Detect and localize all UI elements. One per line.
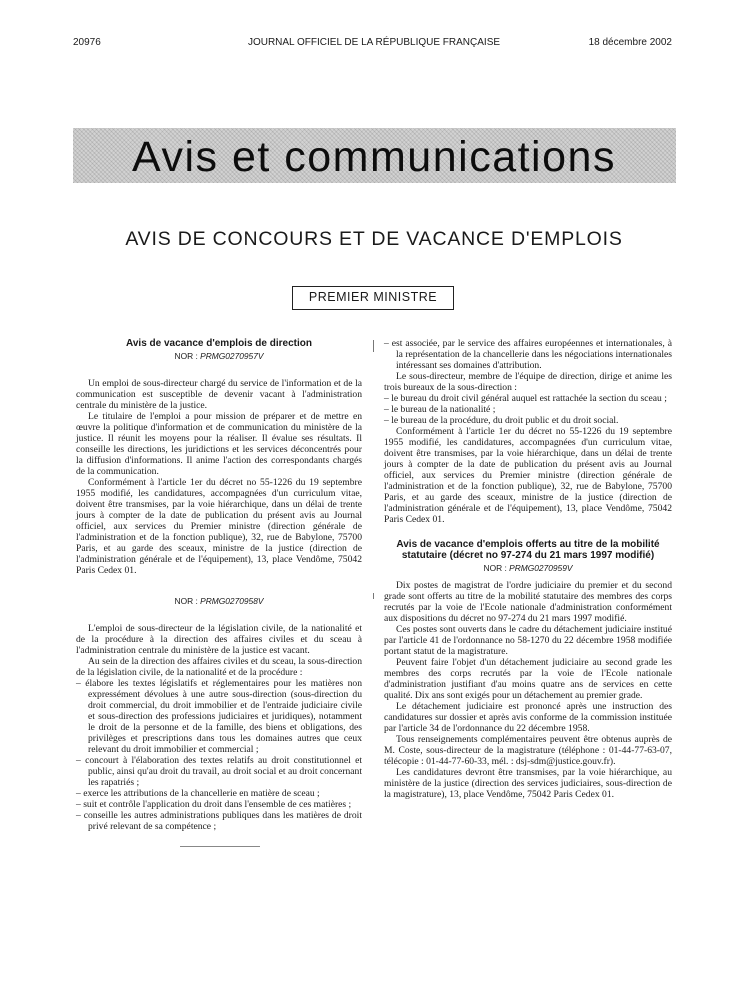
paragraph: Le sous-directeur, membre de l'équipe de direction, dirige et anime les trois bureaux de la sous-direction : <box>384 371 672 393</box>
paragraph: Tous renseignements complémentaires peuvent être obtenus auprès de M. Coste, sous-directeur de la magistrature (téléphone : 01-44-77-63-07, télécopie : 01-44-77-60-33, mél. : dsj-sdm@justice.gouv.fr). <box>384 734 672 767</box>
list-item: – le bureau de la procédure, du droit public et du droit social. <box>384 415 672 426</box>
paragraph: Conformément à l'article 1er du décret no 55-1226 du 19 septembre 1955 modifié, les candidatures, accompagnées d'un curriculum vitae, doivent être transmises, par la voie hiérarchique, dans un délai de trente jours à compter de la date de publication du présent avis au Journal officiel, aux services du Premier ministre (direction générale de l'administration et de la fonction publique), 32, rue de Babylone, 75700 Paris, et au garde des sceaux, ministre de la justice (direction de l'administration générale et de l'équipement), 13, place Vendôme, 75042 Paris Cedex 01. <box>384 426 672 525</box>
journal-title: JOURNAL OFFICIEL DE LA RÉPUBLIQUE FRANÇAISE <box>247 37 501 48</box>
paragraph: Conformément à l'article 1er du décret no 55-1226 du 19 septembre 1955 modifié, les candidatures, accompagnées d'un curriculum vitae, doivent être transmises, par la voie hiérarchique, dans un délai de trente jours à compter de la date de publication du présent avis au Journal officiel, aux services du Premier ministre (direction générale de l'administration et de la fonction publique), 32, rue de Babylone, 75700 Paris, et au garde des sceaux, ministre de la justice (direction de l'administration générale et de l'équipement), 13, place Vendôme, 75042 Paris Cedex 01. <box>76 477 362 576</box>
paragraph: Au sein de la direction des affaires civiles et du sceau, la sous-direction de la législation civile, de la nationalité et de la procédure : <box>76 656 362 678</box>
list-item: – concourt à l'élaboration des textes relatifs au droit constitutionnel et public, ainsi qu'au droit du travail, au droit social et au droit concernant les rapatriés ; <box>76 755 362 788</box>
column-divider-mid <box>373 593 374 599</box>
list-item: – est associée, par le service des affaires européennes et internationales, à la représentation de la chancellerie dans les négociations internationales intéressant ses domaines d'attribution. <box>384 338 672 371</box>
notice-heading: Avis de vacance d'emplois de direction <box>126 338 312 349</box>
list-item: – suit et contrôle l'application du droit dans l'ensemble de ces matières ; <box>76 799 362 810</box>
nor-reference: NOR : PRMG0270958V <box>174 596 264 606</box>
paragraph: Un emploi de sous-directeur chargé du service de l'information et de la communication est susceptible de devenir vacant à l'administration centrale du ministère de la justice. <box>76 378 362 411</box>
notice-heading: Avis de vacance d'emplois offerts au titre de la mobilité statutaire (décret no 97-274 du 21 mars 1997 modifié) <box>396 539 660 561</box>
list-item: – le bureau de la nationalité ; <box>384 404 672 415</box>
column-divider-top <box>373 340 374 352</box>
banner-title: Avis et communications <box>132 133 616 181</box>
list-item: – le bureau du droit civil général auquel est rattachée la section du sceau ; <box>384 393 672 404</box>
right-column <box>384 338 672 800</box>
paragraph: Peuvent faire l'objet d'un détachement judiciaire au second grade les membres des corps recrutés par la voie de l'Ecole nationale d'administration justifiant d'au moins quatre ans de services en cette qualité. Dix ans sont exigés pour un détachement au premier grade. <box>384 657 672 701</box>
paragraph: Ces postes sont ouverts dans le cadre du détachement judiciaire institué par l'article 41 de l'ordonnance no 58-1270 du 22 décembre 1958 modifiée portant statut de la magistrature. <box>384 624 672 657</box>
list-item: – exerce les attributions de la chancellerie en matière de sceau ; <box>76 788 362 799</box>
paragraph: Les candidatures devront être transmises, par la voie hiérarchique, au ministère de la justice (direction des services judiciaires, sous-direction de la magistrature), 13, place Vendôme, 75042 Paris Cedex 01. <box>384 767 672 800</box>
list-item: – conseille les autres administrations publiques dans les matières de droit privé relevant de sa compétence ; <box>76 810 362 832</box>
ministry-box: PREMIER MINISTRE <box>292 286 454 310</box>
paragraph: Le titulaire de l'emploi a pour mission de préparer et de mettre en œuvre la politique d'information et de communication du ministère de la justice. Il réunit les moyens pour la réaliser. Il évalue ses résultats. Il conseille les directions, les juridictions et les services déconcentrés pour la diffusion d'informations. Il anime l'action des correspondants chargés de la communication. <box>76 411 362 477</box>
duties-list <box>76 678 362 832</box>
section-title: AVIS DE CONCOURS ET DE VACANCE D'EMPLOIS <box>125 228 623 250</box>
list-item: – élabore les textes législatifs et réglementaires pour les matières non expressément dévolues à une autre sous-direction (sous-direction du droit commercial, du droit immobilier et de l'entraide judiciaire civile et sous-direction des professions judiciaires et juridiques), notamment le droit de la personne et de la famille, des biens et obligations, des privilèges et prescriptions dans tous les domaines autres que ceux relevant du droit immobilier et commercial ; <box>76 678 362 755</box>
paragraph: Dix postes de magistrat de l'ordre judiciaire du premier et du second grade sont offerts au titre de la mobilité statutaire des membres des corps recrutés par la voie de l'Ecole nationale d'administration conformément aux dispositions du décret no 97-274 du 21 mars 1997 modifié. <box>384 580 672 624</box>
bureaux-list <box>384 393 672 426</box>
nor-reference: NOR : PRMG0270959V <box>483 563 573 573</box>
paragraph: L'emploi de sous-directeur de la législation civile, de la nationalité et de la procédure à la direction des affaires civiles et du sceau à l'administration centrale du ministère de la justice est vacant. <box>76 623 362 656</box>
issue-date: 18 décembre 2002 <box>588 37 672 48</box>
paragraph: Le détachement judiciaire est prononcé après une instruction des candidatures sur dossier et après avis conforme de la commission instituée par l'article 34 de l'ordonnance du 22 décembre 1958. <box>384 701 672 734</box>
left-column <box>76 338 362 832</box>
page-number: 20976 <box>73 37 101 48</box>
end-rule <box>180 846 260 847</box>
nor-reference: NOR : PRMG0270957V <box>174 351 264 361</box>
duties-list-continued <box>384 338 672 371</box>
